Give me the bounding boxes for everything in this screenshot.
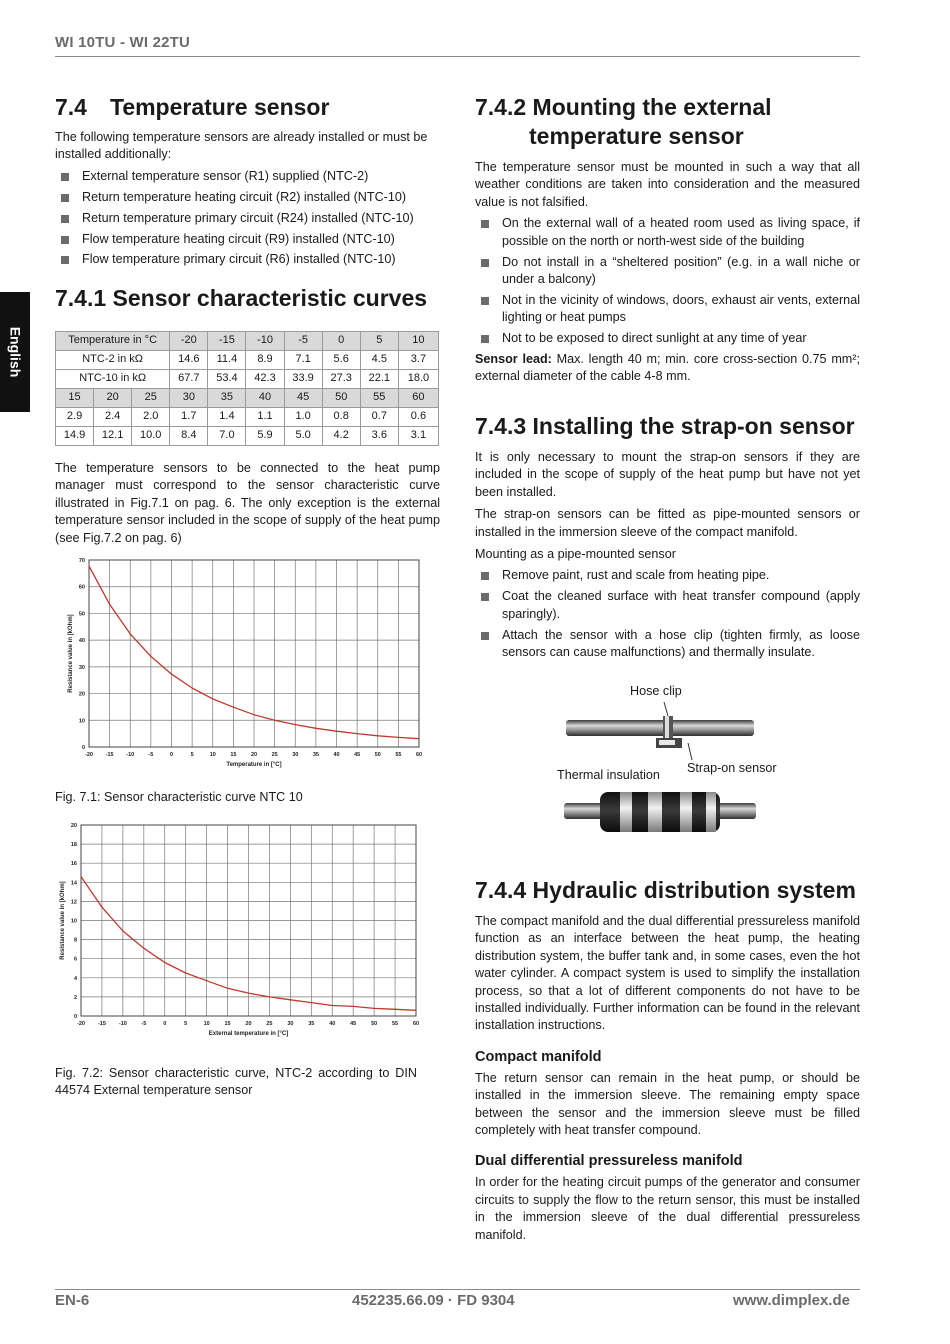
table-cell: 5 [360,332,398,351]
y-tick-label: 2 [73,994,77,1001]
list-item: On the external wall of a heated room used as living space, if possible on the north or north-west side of the building [475,215,860,250]
data-point [332,1005,333,1006]
data-point [295,724,296,725]
section-7-4-2-intro: The temperature sensor must be mounted in such a way that all weather conditions are taken into consideration and the measured value is not falsified. [475,160,860,209]
data-point [394,1009,395,1010]
x-tick-label: -10 [118,1021,127,1027]
table-row [56,389,439,408]
header-rule [55,56,860,57]
section-7-4-4-heading: 7.4.4 Hydraulic distribution system [475,877,856,903]
table-cell: 1.7 [170,408,208,427]
section-7-4-intro: The following temperature sensors are already installed or must be installed additionally: [55,130,428,162]
table-cell: NTC-10 in kΩ [56,370,170,389]
y-tick-label: 0 [81,745,85,751]
x-tick-label: -15 [105,752,114,758]
table-cell: 15 [56,389,94,408]
ntc10-curve-chart [55,552,435,772]
data-point [418,738,419,739]
x-tick-label: 10 [203,1021,210,1027]
x-tick-label: 15 [224,1021,231,1027]
x-axis-label: Temperature in [°C] [226,762,282,768]
y-tick-label: 10 [78,718,85,725]
list-item: Coat the cleaned surface with heat transfer compound (apply sparingly). [475,588,860,623]
table-cell: 2.9 [56,408,94,427]
language-tab-label: English [7,326,24,378]
list-item: Flow temperature heating circuit (R9) installed (NTC-10) [55,231,440,248]
table-cell: -5 [284,332,322,351]
x-tick-label: 55 [392,1021,399,1027]
list-item: Attach the sensor with a hose clip (tighten firmly, as loose sensors can cause malfunctions) and thermally insulate. [475,627,860,662]
x-tick-label: 0 [169,752,174,758]
section-7-4-3-heading: 7.4.3 Installing the strap-on sensor [475,413,855,439]
x-axis-label: External temperature in [°C] [208,1031,289,1037]
data-point [122,930,123,931]
x-tick-label: 45 [350,1021,357,1027]
table-cell: 67.7 [170,370,208,389]
table-row [56,408,439,427]
figure-7-2-caption: Fig. 7.2: Sensor characteristic curve, NTC-2 according to DIN 44574 External temperature sensor [55,1066,417,1097]
table-cell: 0.6 [398,408,438,427]
dual-manifold-heading: Dual differential pressureless manifold [475,1153,743,1170]
data-point [253,714,254,715]
table-cell: 3.1 [398,427,438,446]
table-row [56,351,439,370]
table-cell: 14.9 [56,427,94,446]
table-cell: -15 [208,332,246,351]
section-7-4-3-p2: The strap-on sensors can be fitted as pipe-mounted sensors or installed in the immersion sleeve of the compact manifold. [475,507,860,539]
section-7-4-4-p1: The compact manifold and the dual differential pressureless manifold function as an interface between the heat pump, the heating distribution system, the buffer tank and, in some cases, even the hot water cylinder. A compact system is used to simplify the installation process, so that a lot of different components do not have to be installed individually. Further information can be found in the relevant installation instructions. [475,914,860,1033]
x-tick-label: 20 [245,1021,252,1027]
mounting-rules-list [475,215,860,347]
compact-manifold-heading: Compact manifold [475,1048,602,1065]
sensor-list [55,168,440,269]
table-cell: 7.1 [284,351,322,370]
table-cell: 14.6 [170,351,208,370]
table-cell: 0 [322,332,360,351]
section-7-4-2-heading-line1: 7.4.2 Mounting the external [475,94,772,120]
y-tick-label: 40 [78,638,85,645]
data-point [109,604,110,605]
data-point [374,1008,375,1009]
table-cell: 35 [208,389,246,408]
section-7-4-2-heading [475,93,860,151]
x-tick-label: 40 [329,1021,336,1027]
list-item: Flow temperature primary circuit (R6) installed (NTC-10) [55,251,440,268]
section-7-4-1 [55,284,440,313]
section-7-4-3-p3: Mounting as a pipe-mounted sensor [475,547,676,562]
data-point [357,733,358,734]
y-tick-label: 70 [78,558,85,564]
table-cell: 5.9 [246,427,284,446]
x-tick-label: -5 [141,1021,147,1027]
table-cell: 12.1 [94,427,132,446]
x-tick-label: 40 [333,752,340,758]
y-tick-label: 60 [78,584,85,591]
data-point [227,988,228,989]
x-tick-label: -10 [126,752,135,758]
x-tick-label: -15 [97,1021,106,1027]
section-7-4-2-heading-line2: temperature sensor [529,123,744,149]
data-point [130,633,131,634]
x-tick-label: 5 [184,1021,188,1027]
strap-on-sensor-photo [560,698,760,848]
list-item: Not in the vicinity of windows, doors, exhaust air vents, external lighting or heat pumps [475,292,860,327]
compact-manifold-text: The return sensor can remain in the heat pump, or should be installed in the immersion sleeve. The remaining empty space between the sensor and the immersion sleeve must be filled completely with heat transfer compound. [475,1070,860,1138]
list-item: Remove paint, rust and scale from heating pipe. [475,567,860,584]
x-tick-label: 15 [230,752,237,758]
list-item: Return temperature heating circuit (R2) installed (NTC-10) [55,189,440,206]
y-tick-label: 0 [73,1014,77,1020]
strap-on-sensor-label: Strap-on sensor [687,761,777,775]
footer-website: www.dimplex.de [733,1292,850,1309]
data-point [290,999,291,1000]
footer-rule [55,1289,860,1290]
table-cell: 0.8 [322,408,360,427]
strap-on-steps-list [475,567,860,661]
section-7-4-heading: 7.4 Temperature sensor [55,94,330,120]
table-cell: 2.4 [94,408,132,427]
list-item: Not to be exposed to direct sunlight at any time of year [475,330,860,347]
table-cell: 50 [322,389,360,408]
section-7-4-4 [475,876,860,1244]
data-point [311,1002,312,1003]
y-tick-label: 16 [70,861,77,868]
x-tick-label: 5 [190,752,194,758]
sensor-lead-text: Max. length 40 m; min. core cross-section 0.75 mm²; external diameter of the cable 4-8 mm. [475,352,860,384]
data-point [192,687,193,688]
table-cell: 22.1 [360,370,398,389]
x-tick-label: -20 [77,1021,85,1027]
section-7-4-3-p1: It is only necessary to mount the strap-on sensors if they are included in the scope of supply of the heat pump but have not yet been installed. [475,450,860,499]
x-tick-label: 35 [308,1021,315,1027]
table-cell: 55 [360,389,398,408]
table-cell: 4.5 [360,351,398,370]
y-tick-label: 8 [73,937,77,944]
x-tick-label: 0 [163,1021,167,1027]
hose-clip-label: Hose clip [630,684,682,698]
x-tick-label: -20 [85,752,93,758]
table-cell: 60 [398,389,438,408]
data-point [171,673,172,674]
table-cell: 10.0 [132,427,170,446]
table-cell: 4.2 [322,427,360,446]
data-point [233,707,234,708]
table-cell: 0.7 [360,408,398,427]
data-point [377,735,378,736]
data-point [415,1010,416,1011]
x-tick-label: 50 [371,1021,378,1027]
table-cell: 1.0 [284,408,322,427]
ntc2-curve-chart [55,818,425,1040]
y-tick-label: 10 [70,918,77,925]
data-point [212,698,213,699]
y-axis-label: Resistance value in [kOhm] [60,881,66,960]
data-point [101,907,102,908]
table-cell: 27.3 [322,370,360,389]
table-cell: 8.9 [246,351,284,370]
table-cell: 3.6 [360,427,398,446]
sensor-lead-label: Sensor lead: [475,352,552,367]
data-point [185,972,186,973]
table-cell: 3.7 [398,351,438,370]
table-cell: 25 [132,389,170,408]
section-7-4-1-paragraph: The temperature sensors to be connected to the heat pump manager must correspond to the sensor characteristic curve illustrated in Fig.7.1 on pag. 6. The only exception is the external temperature sensor included in the scope of supply of the heat pump (see Fig.7.2 on pag. 6) [55,461,440,545]
thermal-insulation-label: Thermal insulation [557,768,660,782]
table-cell: 5.6 [322,351,360,370]
y-axis-label: Resistance value in [kOhm] [68,614,74,693]
y-tick-label: 14 [70,880,77,887]
table-cell: NTC-2 in kΩ [56,351,170,370]
table-cell: Temperature in °C [56,332,170,351]
data-point [248,992,249,993]
x-tick-label: 25 [266,1021,273,1027]
data-point [88,566,89,567]
x-tick-label: 30 [287,1021,294,1027]
table-row [56,332,439,351]
data-point [164,962,165,963]
y-tick-label: 12 [70,899,77,906]
section-7-4-3 [475,412,860,665]
data-point [143,948,144,949]
table-cell: -10 [246,332,284,351]
y-tick-label: 20 [78,691,85,698]
data-point [269,996,270,997]
table-cell: 42.3 [246,370,284,389]
section-7-4 [55,93,440,272]
y-tick-label: 50 [78,611,85,618]
table-cell: 45 [284,389,322,408]
language-tab [0,292,30,412]
x-tick-label: 60 [412,1021,420,1027]
y-tick-label: 30 [78,664,85,671]
table-cell: 1.1 [246,408,284,427]
data-point [274,720,275,721]
table-row [56,427,439,446]
y-tick-label: 4 [73,975,77,982]
table-cell: 18.0 [398,370,438,389]
table-cell: 10 [398,332,438,351]
y-tick-label: 6 [73,956,77,963]
x-tick-label: 25 [271,752,278,758]
table-cell: -20 [170,332,208,351]
x-tick-label: 55 [395,752,402,758]
table-cell: 53.4 [208,370,246,389]
list-item: Return temperature primary circuit (R24) installed (NTC-10) [55,210,440,227]
list-item: External temperature sensor (R1) supplied (NTC-2) [55,168,440,185]
sensor-lead-spec [475,351,860,386]
x-tick-label: 35 [312,752,319,758]
data-point [150,656,151,657]
dual-manifold-text: In order for the heating circuit pumps of the generator and consumer circuits to supply the flow to the return sensor, this must be installed in the immersion sleeve of the dual differential pressureless manifold. [475,1175,860,1242]
x-tick-label: 30 [292,752,299,758]
table-cell: 2.0 [132,408,170,427]
table-cell: 11.4 [208,351,246,370]
x-tick-label: 20 [250,752,258,758]
x-tick-label: 50 [374,752,381,758]
table-row [56,370,439,389]
x-tick-label: 60 [415,752,423,758]
figure-7-1-caption: Fig. 7.1: Sensor characteristic curve NTC 10 [55,790,303,804]
y-tick-label: 20 [70,823,77,829]
table-cell: 40 [246,389,284,408]
table-cell: 30 [170,389,208,408]
list-item: Do not install in a “sheltered position” (e.g. in a wall niche or under a balcony) [475,254,860,289]
data-point [315,728,316,729]
table-cell: 1.4 [208,408,246,427]
document-header-title: WI 10TU - WI 22TU [55,34,191,51]
footer-document-number: 452235.66.09 · FD 9304 [352,1292,515,1309]
table-cell: 7.0 [208,427,246,446]
x-tick-label: -5 [148,752,154,758]
section-7-4-2 [475,93,860,386]
data-point [206,980,207,981]
data-point [336,731,337,732]
data-point [398,737,399,738]
y-tick-label: 18 [70,842,77,849]
table-cell: 20 [94,389,132,408]
data-point [353,1006,354,1007]
x-tick-label: 10 [209,752,216,758]
table-cell: 8.4 [170,427,208,446]
table-cell: 33.9 [284,370,322,389]
sensor-values-table [55,331,439,446]
section-7-4-1-heading: 7.4.1 Sensor characteristic curves [55,285,428,311]
footer-page-number: EN-6 [55,1292,90,1309]
table-cell: 5.0 [284,427,322,446]
x-tick-label: 45 [354,752,361,758]
data-point [80,876,81,877]
